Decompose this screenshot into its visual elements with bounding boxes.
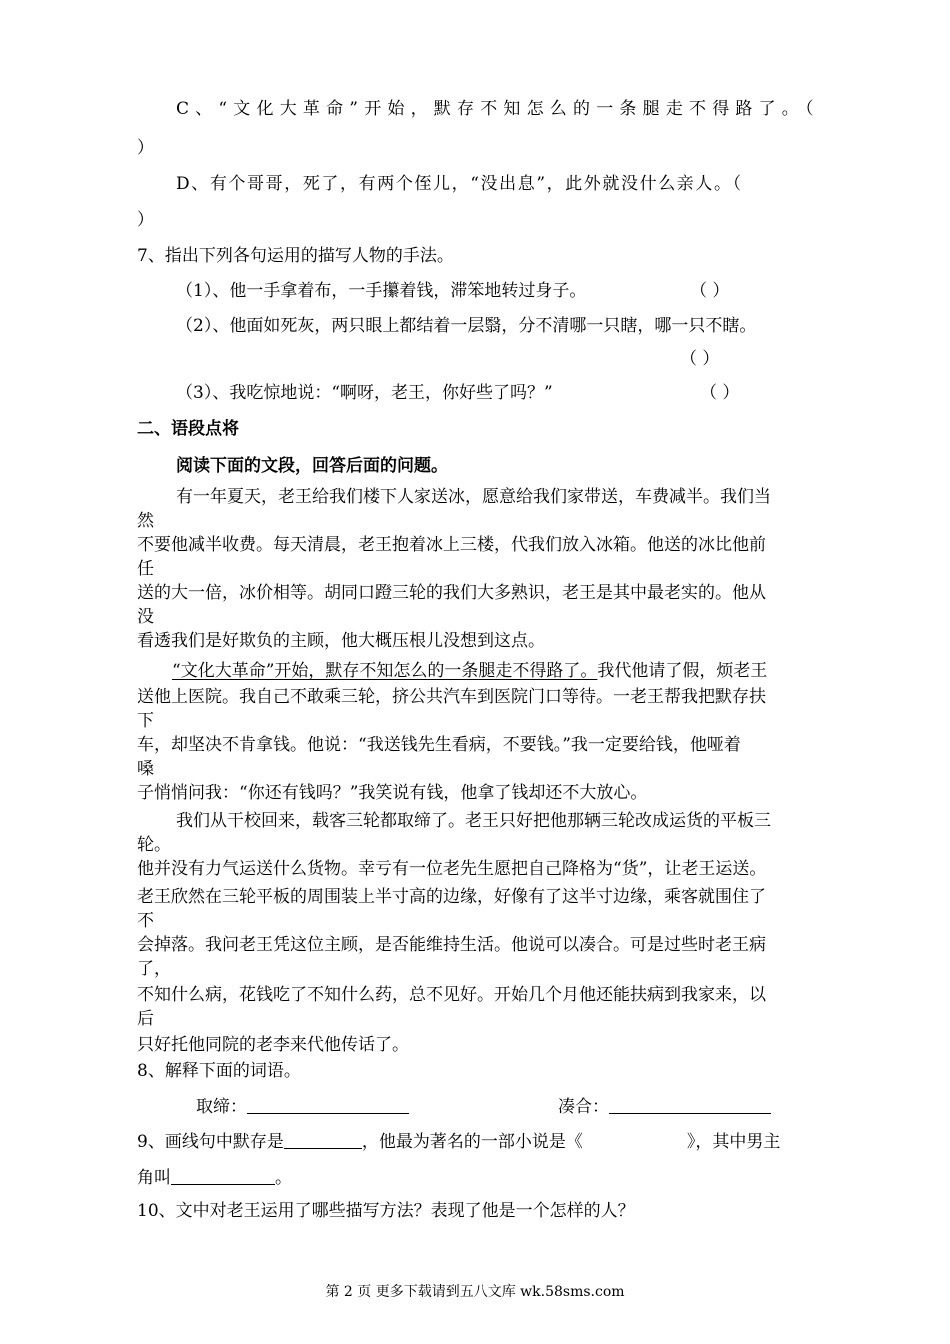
passage-line: 他并没有力气运送什么货物。幸亏有一位老先生愿把自己降格为“货”，让老王运送。 [137,859,767,879]
q7-item-2-answer: （ ） [680,349,720,369]
passage-line: 了， [137,959,171,979]
q9-text-2: ，他最为著名的一部小说是《 [361,1132,583,1152]
q8-word-1-label: 取缔： [196,1097,247,1117]
q6-option-c-line1: C、“文化大革命”开始，默存不知怎么的一条腿走不得路了。（ [176,99,820,119]
passage-line: 嗓 [137,759,154,779]
q9-text-1: 9、画线句中默存是 [137,1132,284,1152]
q9-blank-3[interactable] [171,1166,275,1185]
passage-line: 没 [137,607,154,627]
passage-line: 不知什么病，花钱吃了不知什么药，总不见好。开始几个月他还能扶病到我家来，以 [137,985,766,1005]
passage-line: 子悄悄问我：“你还有钱吗？”我笑说有钱，他拿了钱却还不大放心。 [137,783,648,803]
passage-line: 送他上医院。我自己不敢乘三轮，挤公共汽车到医院门口等待。一老王帮我把默存扶 [137,687,766,707]
q9-line-1 [137,1130,780,1153]
section-heading: 二、语段点将 [137,419,239,439]
passage-line: 我们从干校回来，载客三轮都取缔了。老王只好把他那辆三轮改成运货的平板三 [176,811,771,831]
passage-line: 不要他减半收费。每天清晨，老王抱着冰上三楼，代我们放入冰箱。他送的冰比他前 [137,535,766,555]
q9-text-5: 。 [275,1168,292,1188]
q7-item-3-answer: （ ） [700,383,740,403]
page-footer: 第 2 页 更多下载请到五八文库 wk.58sms.com [325,1284,625,1300]
q9-line-2 [137,1166,292,1189]
q6-option-d-line2: ） [137,210,154,230]
passage-line: 送的大一倍，冰价相等。胡同口蹬三轮的我们大多熟识，老王是其中最老实的。他从 [137,583,766,603]
q7-item-2: （2）、他面如死灰，两只眼上都结着一层翳，分不清哪一只瞎，哪一只不瞎。 [176,316,757,336]
passage-line: 有一年夏天，老王给我们楼下人家送冰，愿意给我们家带送，车费减半。我们当 [176,487,771,507]
q6-option-d-line1: D、有个哥哥，死了，有两个侄儿，“没出息”，此外就没什么亲人。（ [176,174,743,194]
passage-text: 我代他请了假，烦老王 [597,661,768,681]
passage-line: 老王欣然在三轮平板的周围装上半寸高的边缘，好像有了这半寸边缘，乘客就围住了 [137,887,766,907]
passage-line: 看透我们是好欺负的主顾，他大概压根儿没想到这点。 [137,631,545,651]
reading-instruction: 阅读下面的文段，回答后面的问题。 [176,456,448,476]
q8-word-1-blank[interactable] [247,1095,409,1114]
q9-text-4: 角叫 [137,1168,171,1188]
passage-line: 下 [137,711,154,731]
q8-word-2-blank[interactable] [609,1095,771,1114]
passage-line: 轮。 [137,835,171,855]
q10-title: 10、文中对老王运用了哪些描写方法？表现了他是一个怎样的人？ [137,1201,635,1221]
q7-item-1: （1）、他一手拿着布，一手攥着钱，滞笨地转过身子。 [176,281,587,301]
passage-line [172,660,767,682]
q7-item-1-answer: （ ） [690,281,730,301]
passage-line: 后 [137,1009,154,1029]
passage-line: 会掉落。我问老王凭这位主顾，是否能维持生活。他说可以凑合。可是过些时老王病 [137,935,766,955]
q8-word-1 [196,1095,409,1118]
passage-line: 只好托他同院的老李来代他传话了。 [137,1035,409,1055]
passage-line: 然 [137,511,154,531]
passage-line: 不 [137,911,154,931]
passage-line: 车，却坚决不肯拿钱。他说：“我送钱先生看病，不要钱。”我一定要给钱，他哑着 [137,735,741,755]
passage-line: 任 [137,559,154,579]
q6-option-c-line2: ） [137,138,154,158]
q9-text-3: 》，其中男主 [686,1132,781,1152]
q8-word-2-label: 凑合： [558,1097,609,1117]
q7-title: 7、指出下列各句运用的描写人物的手法。 [137,246,454,266]
q8-title: 8、解释下面的词语。 [137,1061,301,1081]
q9-blank-1[interactable] [284,1130,362,1149]
underlined-sentence: “文化大革命”开始，默存不知怎么的一条腿走不得路了。 [172,661,598,681]
q8-word-2 [558,1095,771,1118]
q7-item-3: （3）、我吃惊地说：“啊呀，老王，你好些了吗？” [176,383,553,403]
